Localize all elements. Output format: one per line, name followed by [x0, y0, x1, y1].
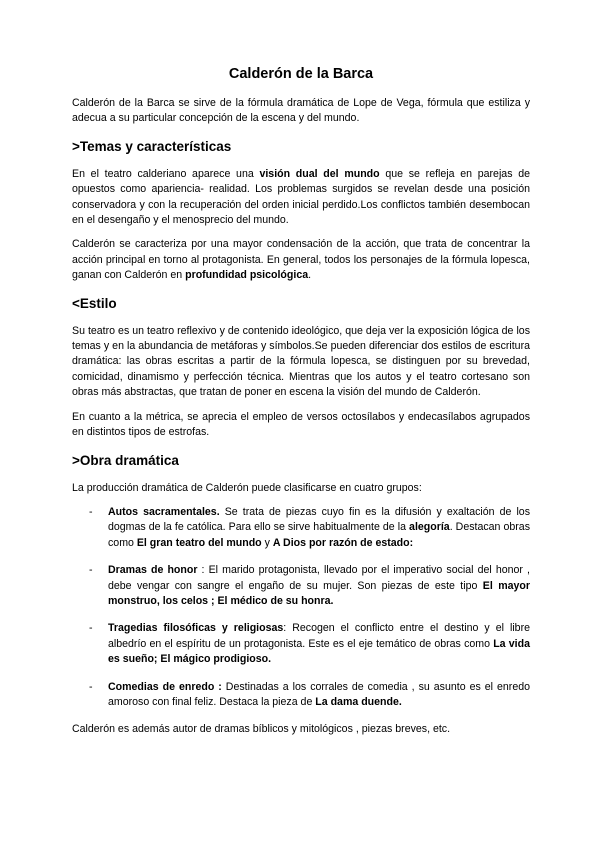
- list-dash: -: [89, 622, 93, 635]
- bold-run: Dramas de honor: [108, 564, 198, 577]
- list-item-autos: [72, 505, 530, 551]
- page-title: Calderón de la Barca: [228, 66, 374, 82]
- bold-run: El mayor monstruo, los celos ; El médico de su honra.: [108, 579, 531, 607]
- text-run: y: [261, 536, 273, 549]
- section-heading-obra: >Obra dramática: [72, 452, 179, 468]
- text-run: .: [308, 269, 312, 282]
- list-dash: -: [89, 680, 93, 693]
- text-run: que se refleja en parejas de opuestos como apariencia- realidad. Los problemas surgidos se revelan desde una posición conservadora y con la recuperación del orden inicial perdido.Los conflictos también desembocan en el desengaño y el menosprecio del mundo.: [72, 167, 530, 227]
- text-run: Destinadas a los corrales de comedia , su asunto es el enredo amoroso con final feliz. Destaca la pieza de: [108, 680, 530, 708]
- bold-run: profundidad psicológica: [185, 269, 309, 282]
- section-heading-estilo: <Estilo: [72, 295, 117, 311]
- bold-run: alegoría: [409, 521, 450, 534]
- works-list: [72, 505, 530, 710]
- temas-paragraph-2: [72, 237, 530, 283]
- text-run: Calderón se caracteriza por una mayor condensación de la acción, que trata de concentrar la acción principal en torno al protagonista. En general, todos los personajes de la fórmula lopesca, ganan con Calderón en: [72, 238, 530, 282]
- estilo-paragraph-1: Su teatro es un teatro reflexivo y de contenido ideológico, que deja ver la exposición lógica de los temas y en la abundancia de metáforas y símbolos.Se pueden diferenciar dos estilos de escritura dramática: las obras escritas a partir de la fórmula lopesca, se distinguen por su brevedad, comicidad, dinamismo y perfección técnica. Mientras que los autos y el teatro cortesano son obras más abstractas, que tratan de poner en escena la visión del mundo de Calderón.: [72, 324, 530, 399]
- text-run: : Recogen el conflicto entre el destino y el libre albedrío en el espíritu de un protagonista. Este es el eje temático de obras como: [108, 622, 530, 650]
- bold-run: Comedias de enredo :: [108, 680, 222, 693]
- list-item-comedias: [72, 680, 530, 711]
- text-run: En el teatro calderiano aparece una: [72, 167, 260, 180]
- list-item-tragedias: [72, 621, 530, 667]
- bold-run: La vida es sueño; El mágico prodigioso.: [108, 637, 530, 666]
- list-dash: -: [89, 505, 93, 518]
- text-run: : El marido protagonista, llevado por el imperativo social del honor , debe vengar con sangre el engaño de su mujer. Son piezas de este tipo: [108, 564, 530, 592]
- list-item-dramas: [72, 563, 530, 609]
- bold-run: La dama duende.: [315, 695, 402, 708]
- bold-run: Autos sacramentales.: [108, 505, 220, 518]
- closing-paragraph: Calderón es además autor de dramas bíblicos y mitológicos , piezas breves, etc.: [72, 723, 451, 736]
- text-run: . Destacan obras como: [108, 521, 530, 549]
- section-heading-temas: >Temas y características: [72, 138, 232, 154]
- bold-run: visión dual del mundo: [259, 167, 380, 180]
- bold-run: El gran teatro del mundo: [136, 536, 262, 549]
- text-run: Se trata de piezas cuyo fin es la difusión y exaltación de los dogmas de la fe católica. Para ello se sirve habitualmente de la: [108, 505, 530, 534]
- bold-run: A Dios por razón de estado:: [272, 536, 414, 549]
- intro-paragraph: Calderón de la Barca se sirve de la fórmula dramática de Lope de Vega, fórmula que estiliza y adecua a su particular concepción de la escena y del mundo.: [72, 97, 530, 125]
- list-dash: -: [89, 564, 93, 577]
- obra-intro: La producción dramática de Calderón puede clasificarse en cuatro grupos:: [72, 481, 422, 494]
- estilo-paragraph-2: En cuanto a la métrica, se aprecia el empleo de versos octosílabos y endecasílabos agrupados en distintos tipos de estrofas.: [72, 410, 530, 439]
- temas-paragraph-1: [72, 167, 530, 229]
- bold-run: Tragedias filosóficas y religiosas: [108, 622, 284, 635]
